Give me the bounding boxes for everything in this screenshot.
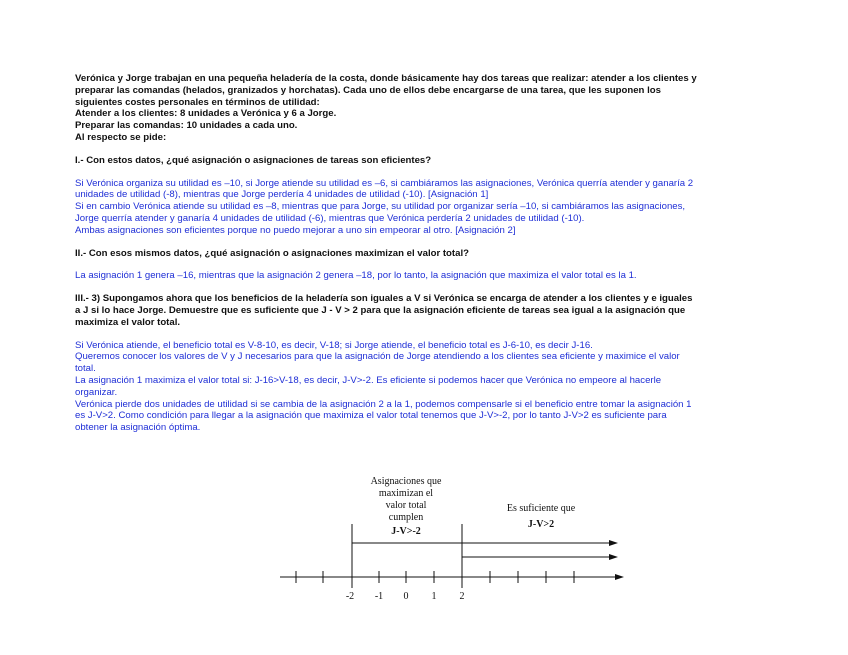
left-condition: J-V>-2: [391, 526, 421, 537]
answer-line: total.: [75, 363, 96, 375]
intro-line: siguientes costes personales en términos de utilidad:: [75, 96, 320, 108]
intro-line: Verónica y Jorge trabajan en una pequeña heladería de la costa, donde básicamente hay dos tareas que realizar: atender a los clientes y: [75, 73, 697, 84]
answer-line: Si en cambio Verónica atiende su utilidad es –8, mientras que para Jorge, su utilidad por organizar sería –10, si cambiáramos las asignaciones,: [75, 201, 686, 213]
question-1: I.- Con estos datos, ¿qué asignación o asignaciones de tareas son eficientes?: [75, 154, 432, 166]
answer-line: Si Verónica organiza su utilidad es –10, si Jorge atiende su utilidad es –6, si cambiáramos las asignaciones, Verónica querría atender y ganaría 2: [75, 177, 694, 189]
intro-line: Al respecto se pide:: [75, 131, 167, 143]
tick-label: -2: [345, 591, 355, 602]
answer-line: obtener la asignación óptima.: [75, 422, 201, 434]
arrowhead-icon: [615, 574, 624, 580]
arrowhead-icon: [609, 554, 618, 560]
answer-line: Si Verónica atiende, el beneficio total es V-8-10, es decir, V-18; si Jorge atiende, el beneficio total es J-6-10, es decir J-16.: [75, 339, 593, 351]
left-caption-line: maximizan el: [378, 488, 434, 499]
tick-label: 2: [459, 591, 465, 602]
left-caption-line: valor total: [385, 500, 427, 511]
intro-line: preparar las comandas (helados, granizados y horchatas). Cada uno de ellos debe encargarse de una tarea, que les suponen los: [75, 84, 661, 96]
arrowhead-icon: [609, 540, 618, 546]
answer-line: organizar.: [75, 386, 118, 398]
answer-line: La asignación 1 maximiza el valor total si: J-16>V-18, es decir, J-V>-2. Es eficiente si podemos hacer que Verónica no empeore al hacerle: [75, 374, 662, 386]
tick-label: 1: [431, 591, 437, 602]
answer-line: Verónica pierde dos unidades de utilidad si se cambia de la asignación 2 a la 1, podemos compensarle si el beneficio entre tomar la asignación 1: [75, 398, 692, 410]
tick-label: 0: [403, 591, 409, 602]
answer-line: Ambas asignaciones son eficientes porque no puedo mejorar a uno sin empeorar al otro. [Asignación 2]: [75, 224, 516, 236]
left-caption-line: Asignaciones que: [370, 476, 442, 487]
right-caption: Es suficiente que: [506, 503, 576, 514]
answer-line: unidades de utilidad (-8), mientras que Jorge perdería 4 unidades de utilidad (-10). [Asignación 1]: [75, 189, 489, 201]
question-line: a J si lo hace Jorge. Demuestre que es suficiente que J - V > 2 para que la asignación eficiente de tareas sea igual a la asignación que: [75, 304, 686, 316]
intro-line: Atender a los clientes: 8 unidades a Verónica y 6 a Jorge.: [75, 108, 337, 120]
question-line: maximiza el valor total.: [75, 316, 181, 328]
left-caption-line: cumplen: [388, 512, 424, 523]
answer-line: Queremos conocer los valores de V y J necesarios para que la asignación de Jorge atendiendo a los clientes sea eficiente y maximice el valor: [75, 351, 680, 363]
tick-label: -1: [374, 591, 384, 602]
answer-line: es J-V>2. Como condición para llegar a la asignación que maximiza el valor total tenemos que J-V>-2, por lo tanto J-V>2 es suficiente para: [75, 410, 667, 422]
intro-line: Preparar las comandas: 10 unidades a cada uno.: [75, 120, 298, 132]
answer-line: Jorge querría atender y ganaría 4 unidades de utilidad (-6), mientras que Verónica perdería 2 unidades de utilidad (-10).: [75, 212, 585, 224]
question-line: III.- 3) Supongamos ahora que los beneficios de la heladería son iguales a V si Verónica se encarga de atender a los clientes y e iguales: [75, 293, 693, 305]
answer-line: La asignación 1 genera –16, mientras que la asignación 2 genera –18, por lo tanto, la asignación que maximiza el valor total es la 1.: [75, 270, 637, 282]
right-condition: J-V>2: [527, 519, 555, 530]
question-2: II.- Con esos mismos datos, ¿qué asignación o asignaciones maximizan el valor total?: [75, 247, 469, 259]
